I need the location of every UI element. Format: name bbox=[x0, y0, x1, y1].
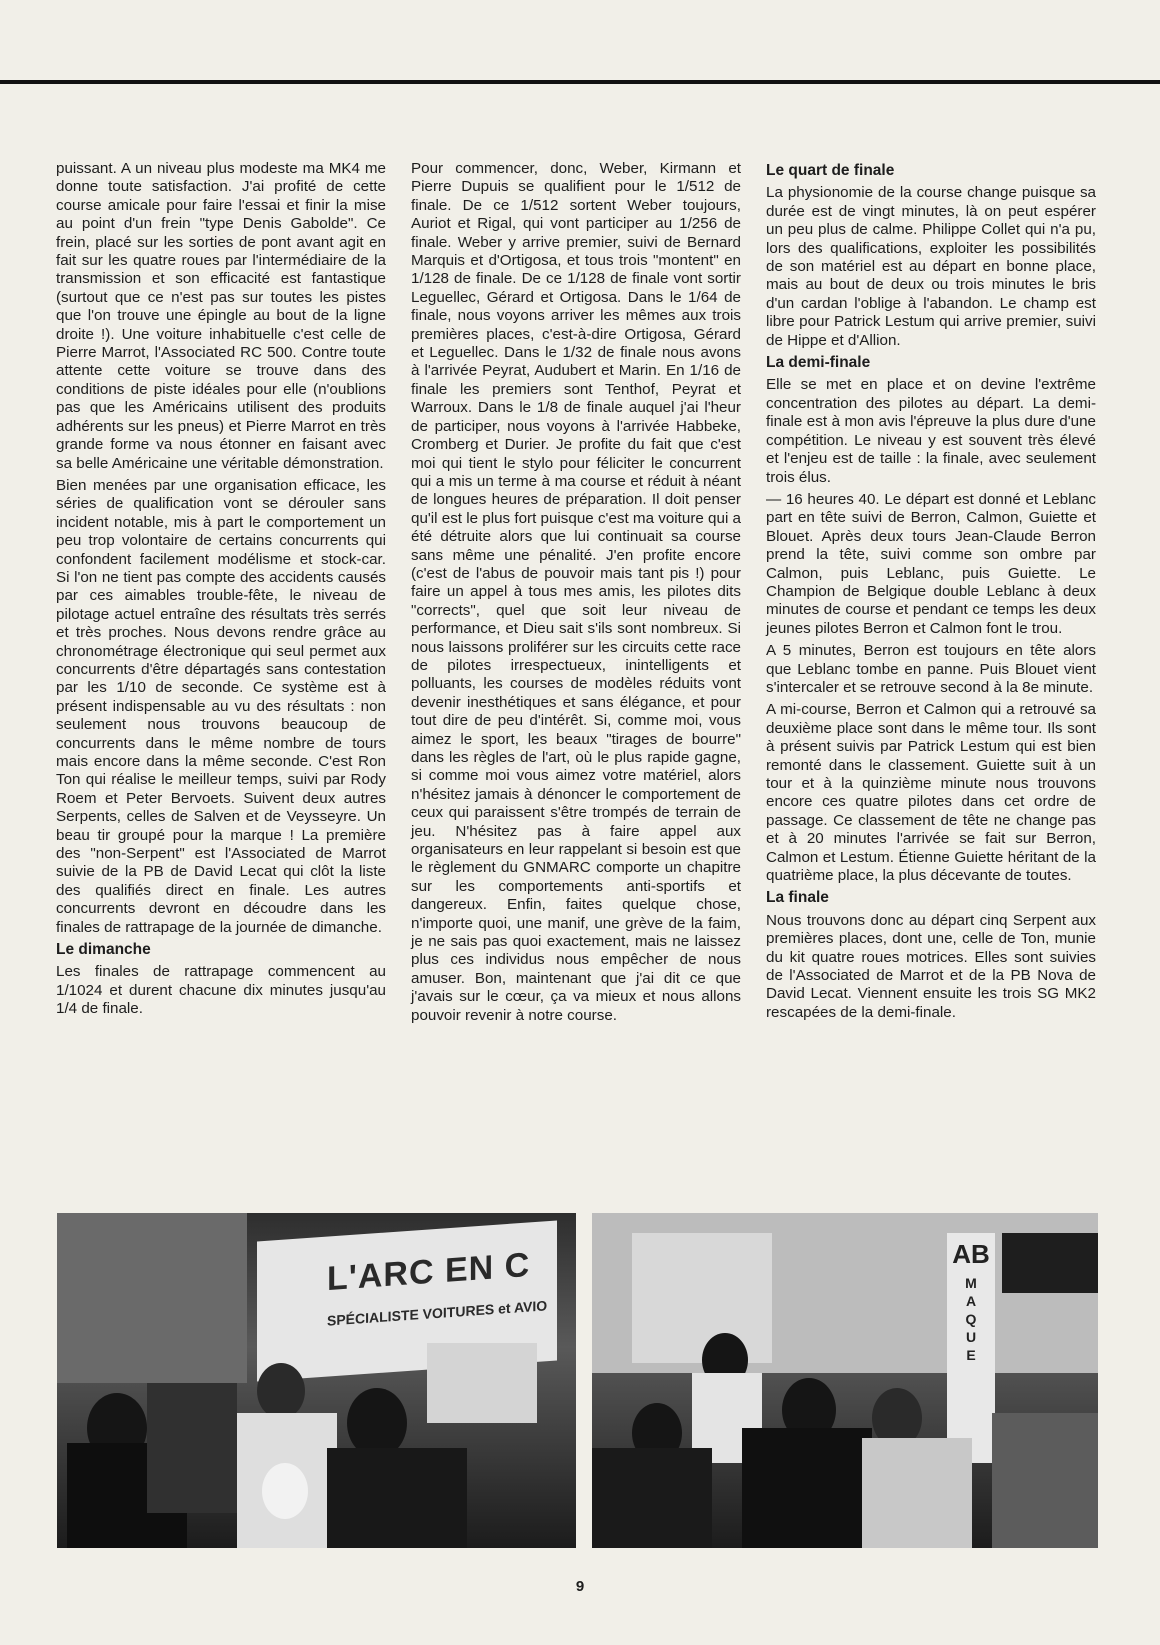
top-rule bbox=[0, 80, 1160, 84]
article-column-2 bbox=[411, 160, 741, 1029]
photo-ab-maquettes-booth bbox=[592, 1213, 1098, 1548]
booth-panel bbox=[632, 1233, 772, 1363]
paragraph: — 16 heures 40. Le départ est donné et Leblanc part en tête suivi de Berron, Calmon, Guiette et Blouet. Après deux tours Jean-Claude Berron prend la tête, suivi comme son ombre par Calmon, puis Leblanc, puis Guiette. Le Champion de Belgique double Leblanc à deux minutes de course et pendant ce temps les deux jeunes pilotes Berron et Calmon font le trou. bbox=[766, 490, 1096, 637]
paragraph: Elle se met en place et on devine l'extrême concentration des pilotes au départ. La demi-finale est à mon avis l'épreuve la plus dure d'une compétition. Le niveau y est souvent très élevé et l'enjeu est de taille : la finale, avec seulement trois élus. bbox=[766, 376, 1096, 486]
ab-sign-vertical-text: MAQUE bbox=[965, 1275, 977, 1363]
paragraph: A mi-course, Berron et Calmon qui a retrouvé sa deuxième place sont dans le même tour. Ils sont à présent suivis par Patrick Lestum qui est bien remonté dans le classement. Guiette suit à un tour et à la quinzième minute nous trouvons encore ces quatre pilotes dans cet ordre de passage. Ce classement de tête ne change pas et à 20 minutes l'arrivée se fait sur Berron, Calmon et Lestum. Étienne Guiette héritant de la quatrième place, la plus décevante de toutes. bbox=[766, 701, 1096, 885]
page-number: 9 bbox=[575, 1578, 585, 1595]
section-heading-dimanche: Le dimanche bbox=[56, 941, 151, 959]
paragraph: puissant. A un niveau plus modeste ma MK4 me donne toute satisfaction. J'ai profité de cette course amicale pour faire l'essai et finir la mise au point d'un frein "type Denis Gabolde". Ce frein, placé sur les sorties de pont avant agit en fait sur les quatre roues par l'intermédiaire de la transmission et son efficacité est fantastique (surtout que ce n'est pas sur toutes les pistes que l'on trouve une épingle au bout de la ligne droite !). Une voiture inhabituelle c'est celle de Pierre Marrot, l'Associated RC 500. Contre toute attente cette voiture se trouve dans des conditions de piste idéales pour elle (n'oublions pas que les Américains utilisent des produits adhérents sur les pneus) et Pierre Marrot en très grande forme va nous étonner en faisant avec sa belle Américaine une véritable démonstration. bbox=[56, 160, 386, 472]
paragraph: Pour commencer, donc, Weber, Kirmann et Pierre Dupuis se qualifient pour le 1/512 de finale. De ce 1/512 sortent Weber toujours, Auriot et Rigal, qui vont participer au 1/256 de finale. Weber y arrive premier, suivi de Bernard Marquis et d'Ortigosa, et tous trois "montent" en 1/128 de finale. De ce 1/128 de finale vont sortir Leguellec, Gérard et Ortigosa. Dans le 1/64 de finale, nous voyons arriver les mêmes aux trois premières places, c'est-à-dire Ortigosa, Gérard et Leguellec. Dans le 1/32 de finale nous avons à l'arrivée Peyrat, Audubert et Marin. En 1/16 de finale les premiers sont Tenthof, Peyrat et Warroux. Dans le 1/8 de finale auquel j'ai l'heur de participer, nous voyons à l'arrivée Habbeke, Cromberg et Durier. Je profite du fait que c'est moi qui tient le stylo pour féliciter le concurrent qui a mis un terme à ma course et réduit à néant de longues heures de préparation. Il doit penser qu'il est le plus fort puisque c'est ma voiture qui a été détruite alors que lui continuait sa course sans même une pénalité. J'en profite encore (c'est de l'abus de pouvoir mais tant pis !) pour faire un appel à tous mes amis, les pilotes dits "corrects", quel que soit leur niveau de performance, et Dieu sait s'ils sont nombreux. Si nous laissons proliférer sur les circuits cette race de pilotes irrespectueux, inintelligents et polluants, les courses de modèles réduits vont devenir inesthétiques et sans élégance, et pour tout dire de peu d'intérêt. Si, comme moi, vous aimez le sport, les beaux "tirages de bourre" dans les règles de l'art, où le plus rapide gagne, si comme moi vous aimez votre matériel, alors n'hésitez jamais à dénoncer le comportement de ceux qui paraissent s'être trompés de terrain de jeu. N'hésitez pas à faire appel aux organisateurs en leur rappelant si besoin est que le règlement du GNMARC comporte un chapitre sur les comportements anti-sportifs et dangereux. Enfin, faites quelque chose, n'importe quoi, une manif, une grève de la faim, je ne sais pas quoi exactement, mais ne laissez plus ces individus nous empêcher de nous amuser. Bon, maintenant que j'ai dit ce que j'avais sur le cœur, ça va mieux et nous allons pouvoir revenir à notre course. bbox=[411, 160, 741, 1024]
paragraph: Bien menées par une organisation efficace, les séries de qualification vont se dérouler sans incident notable, mis à part le comportement un peu trop volontaire de certains concurrents qui confondent facilement modélisme et stock-car. Si l'on ne tient pas compte des accidents causés par ces aimables trouble-fête, le niveau de pilotage actuel entraîne des résultats très serrés et très proches. Nous devons rendre grâce au chronométrage électronique qui seul permet aux concurrents d'être départagés sans contestation par les 1/10 de seconde. Ce système est à présent indispensable au vu des résultats : non seulement nous trouvons beaucoup de concurrents dans le même nombre de tours mais encore dans la même seconde. C'est Ron Ton qui réalise le meilleur temps, suivi par Rody Roem et Peter Bervoets. Suivent deux autres Serpents, celles de Salven et de Veysseyre. Un beau tir groupé pour la marque ! La première des "non-Serpent" est l'Associated de Marrot suivie de la PB de David Lecat qui clôt la liste des qualifiés direct en finale. Les autres concurrents devront en découdre dans les finales de rattrapage de la journée de dimanche. bbox=[56, 476, 386, 936]
paragraph: A 5 minutes, Berron est toujours en tête alors que Leblanc tombe en panne. Puis Blouet vient s'intercaler et se retrouve second à la 8e minute. bbox=[766, 642, 1096, 696]
shop-sign-subtitle: SPÉCIALISTE VOITURES et AVIO bbox=[327, 1297, 548, 1329]
paragraph: Nous trouvons donc au départ cinq Serpent aux premières places, dont une, celle de Ton, munie du kit quatre roues motrices. Elles sont suivies de l'Associated de Marrot et de la PB Nova de David Lecat. Viennent ensuite les trois SG MK2 rescapées de la demi-finale. bbox=[766, 911, 1096, 1021]
section-heading-quart-de-finale: Le quart de finale bbox=[766, 162, 895, 179]
section-heading-finale: La finale bbox=[766, 889, 829, 907]
ab-sign-text: AB bbox=[952, 1239, 990, 1269]
photo-shop-booth bbox=[57, 1213, 576, 1548]
section-heading-demi-finale: La demi-finale bbox=[766, 354, 871, 372]
paragraph: La physionomie de la course change puisque sa durée est de vingt minutes, là on peut espérer un peu plus de calme. Philippe Collet qui n'a pu, lors des qualifications, exploiter les possibilités de son matériel est au départ en bonne place, mais au bout de deux ou trois minutes le bris d'un cardan l'oblige à l'abandon. Le champ est libre pour Patrick Lestum qui arrive premier, suivi de Hippe et d'Allion. bbox=[766, 184, 1096, 349]
paragraph: Les finales de rattrapage commencent au 1/1024 et durent chacune dix minutes jusqu'au 1/4 de finale. bbox=[56, 963, 386, 1018]
article-column-1 bbox=[56, 160, 386, 1023]
article-column-3 bbox=[766, 160, 1096, 1026]
shop-sign-text: L'ARC EN C bbox=[327, 1245, 531, 1299]
ab-maquettes-sign bbox=[947, 1233, 995, 1463]
